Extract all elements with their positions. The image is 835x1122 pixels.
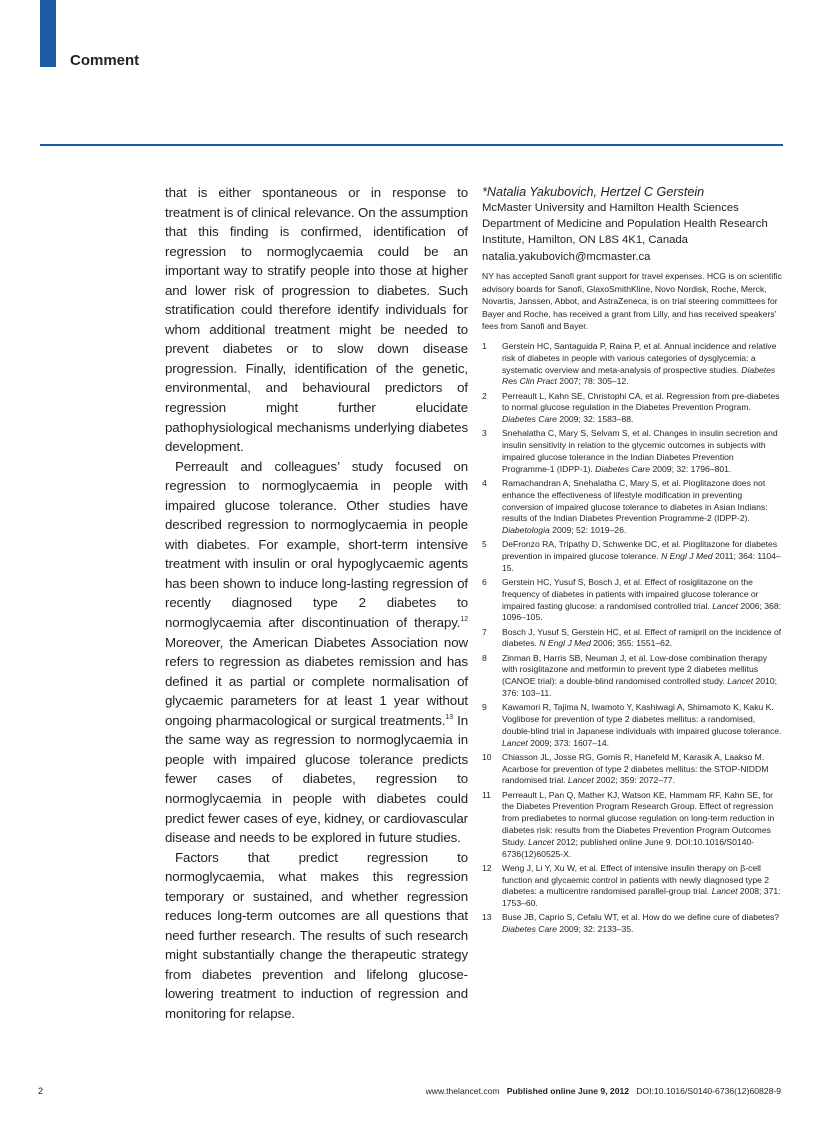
reference-citation: Snehalatha C, Mary S, Selvam S, et al. Changes in insulin secretion and insulin sensitivity in relation to the glycemic outcomes in subjects with impaired glucose tolerance in the Indian Diabetes Prevention Programme-1 (IDPP-1).	[502, 428, 778, 474]
authors: *Natalia Yakubovich, Hertzel C Gerstein	[482, 185, 705, 199]
reference-citation: Zinman B, Harris SB, Neuman J, et al. Low-dose combination therapy with rosiglitazone and metformin to prevent type 2 diabetes mellitus (CANOE trial): a double-blind randomised controlled study.	[502, 652, 768, 687]
reference-details: 2009; 32: 1796–801.	[650, 463, 732, 474]
reference-details: 2012; published online June 9. DOI:10.1016/S0140-6736(12)60525-X.	[502, 836, 755, 859]
reference-item	[482, 912, 782, 936]
reference-details: 2009; 32: 2133–35.	[556, 924, 634, 935]
reference-details: 2009; 52: 1019–26.	[549, 525, 627, 536]
reference-item	[482, 577, 782, 624]
reference-citation: Ramachandran A, Snehalatha C, Mary S, et al. Pioglitazone does not enhance the effectiveness of lifestyle modification in preventing conversion of impaired glucose tolerance to diabetes in Asian Indians: results of the Indian Diabetes Prevention Programme-2 (IDPP-2).	[502, 477, 768, 524]
conflict-of-interest: NY has accepted Sanofi grant support for travel expenses. HCG is on scientific advisory boards for Sanofi, GlaxoSmithKline, Novo Nordisk, Roche, Merck, Novartis, Janssen, Abbot, and AstraZeneca, is on trial steering committees for Bayer and Roche, has received a grant from Lilly, and has received speakers’ fees from Sanofi and Bayer.	[482, 271, 782, 332]
paragraph: Factors that predict regression to normoglycaemia, what makes this regression temporary or sustained, and whether regression reduces long-term outcomes are all questions that need further research. The results of such research might substantially change the therapeutic strategy from diabetes prevention and lifelong glucose-lowering treatment to induction of regression and monitoring for relapse.	[165, 849, 468, 1021]
reference-item	[482, 653, 782, 700]
reference-text	[502, 341, 782, 388]
reference-text	[502, 539, 782, 574]
reference-number: 10	[482, 751, 492, 762]
reference-journal: Diabetes Care	[502, 924, 557, 935]
text: Moreover, the American Diabetes Association now refers to regression as diabetes remission and has defined it as partial or complete normalisation of glycaemic parameters for at least 1 year without ongoing pharmacological or surgical treatments.	[165, 634, 468, 728]
reference-item	[482, 863, 782, 910]
reference-details: 2011; 364: 1104–15.	[502, 551, 781, 573]
reference-citation: Gerstein HC, Santaguida P, Raina P, et al. Annual incidence and relative risk of diabetes in people with various categories of dysglycemia: a systematic overview and meta-analysis of prospective studies.	[502, 340, 777, 375]
published-date: Published online June 9, 2012	[506, 1086, 630, 1096]
reference-number: 7	[482, 626, 487, 637]
reference-citation: Perreault L, Kahn SE, Christophi CA, et al. Regression from pre-diabetes to normal glucose regulation in the Diabetes Prevention Program.	[502, 390, 780, 413]
reference-number: 8	[482, 652, 487, 663]
reference-citation: Kawamori R, Tajima N, Iwamoto Y, Kashiwagi A, Shimamoto K, Kaku K. Voglibose for prevention of type 2 diabetes mellitus: a randomised, double-blind trial in Japanese individuals with impaired glucose tolerance.	[502, 702, 782, 736]
affiliation: McMaster University and Hamilton Health Sciences Department of Medicine and Population Health Research Institute, Hamilton, ON L8S 4K1, Canada	[482, 202, 768, 246]
reference-journal: Diabetologia	[502, 525, 550, 536]
reference-citation: Bosch J, Yusuf S, Gerstein HC, et al. Effect of ramipril on the incidence of diabetes.	[502, 626, 782, 649]
reference-details: 2009; 373: 1607–14.	[527, 737, 610, 748]
citation-link[interactable]: 13	[445, 713, 453, 721]
paragraph: that is either spontaneous or in response to treatment is of clinical relevance. On the assumption that this finding is confirmed, identification of regression to normoglycaemia could be an important way to stratify people into those at higher and lower risk of progression to diabetes. Such stratification could therefore identify individuals for whom additional treatment might be needed to prevent diabetes or to slow down disease progression. Finally, identification of the genetic, environmental, and behavioural predictors of regression might further elucidate pathophysiological mechanisms underlying diabetes development.	[165, 185, 468, 455]
doi: DOI:10.1016/S0140-6736(12)60828-9	[636, 1086, 781, 1096]
reference-journal: Lancet	[727, 676, 754, 687]
reference-text	[502, 391, 782, 426]
reference-text	[502, 863, 782, 910]
reference-citation: Chiasson JL, Josse RG, Gomis R, Hanefeld M, Karasik A, Laakso M. Acarbose for prevention of type 2 diabetes mellitus: the STOP-NIDDM randomised trial.	[502, 751, 769, 786]
main-text-column	[165, 183, 468, 1024]
reference-number: 4	[482, 477, 487, 488]
reference-text	[502, 752, 782, 787]
text: In the same way as regression to normoglycaemia in people with impaired glucose tolerance predicts fewer cases of diabetes, regression to normoglycaemia in people with diabetes could predict fewer cases of eye, kidney, or cardiovascular disease and needs to be explored in future studies.	[165, 712, 468, 846]
reference-text	[502, 478, 782, 537]
reference-text	[502, 627, 782, 651]
reference-item	[482, 341, 782, 388]
reference-text	[502, 912, 782, 936]
paragraph	[165, 457, 468, 848]
reference-number: 6	[482, 577, 487, 588]
reference-details: 2010; 376: 103–11.	[502, 676, 778, 699]
reference-journal: N Engl J Med	[539, 638, 591, 649]
reference-details: 2006; 355: 1551–62.	[590, 638, 673, 649]
reference-text	[502, 577, 782, 624]
reference-journal: Diabetes Care	[595, 463, 651, 474]
reference-details: 2006; 368: 1096–105.	[502, 600, 782, 623]
header-rule	[40, 144, 783, 146]
reference-details: 2009; 32: 1583–88.	[556, 414, 634, 425]
reference-number: 12	[482, 862, 492, 873]
reference-details: 2002; 359: 2072–77.	[593, 775, 675, 786]
reference-citation: DeFronzo RA, Tripathy D, Schwenke DC, et al. Pioglitazone for diabetes prevention in impaired glucose tolerance.	[502, 539, 778, 562]
page-number: 2	[38, 1086, 44, 1096]
email-link[interactable]: natalia.yakubovich@mcmaster.ca	[482, 251, 651, 263]
reference-journal: Lancet	[528, 836, 554, 847]
side-column	[482, 184, 782, 938]
reference-details: 2008; 371: 1753–60.	[502, 886, 781, 909]
reference-journal: Lancet	[712, 600, 738, 611]
reference-item	[482, 702, 782, 749]
reference-item	[482, 627, 782, 651]
reference-item	[482, 752, 782, 787]
reference-details: 2007; 78: 305–12.	[556, 376, 629, 387]
reference-number: 2	[482, 390, 487, 401]
footer	[426, 1086, 781, 1096]
reference-citation: Perreault L, Pan Q, Mather KJ, Watson KE, Hammam RF, Kahn SE, for the Diabetes Prevention Program Research Group. Effect of regression from prediabetes to normal glucose regulation on long-term reduction in diabetes risk: results from the Diabetes Prevention Program Outcomes Study.	[502, 789, 775, 847]
reference-text	[502, 790, 782, 861]
reference-number: 5	[482, 539, 487, 550]
section-color-bar	[40, 0, 56, 67]
reference-journal: Diabetes Care	[502, 414, 557, 425]
reference-citation: Buse JB, Caprio S, Cefalu WT, et al. How do we define cure of diabetes?	[502, 912, 780, 923]
reference-text	[502, 428, 782, 475]
text: Perreault and colleagues’ study focused on regression to normoglycaemia in people with impaired glucose tolerance. Other studies have described regression to normoglycaemia in people with diabetes. For example, short-term intensive treatment with insulin or oral hypoglycaemic agents has been shown to induce long-lasting regression of recently diagnosed type 2 diabetes to normoglycaemia after discontinuation of therapy.	[165, 458, 468, 631]
reference-citation: Gerstein HC, Yusuf S, Bosch J, et al. Effect of rosiglitazone on the frequency of diabetes in patients with impaired glucose tolerance or impaired fasting glucose: a randomised controlled trial.	[502, 577, 759, 611]
reference-journal: Lancet	[567, 775, 594, 786]
reference-text	[502, 702, 782, 749]
reference-number: 1	[482, 340, 487, 351]
reference-number: 9	[482, 702, 487, 713]
reference-number: 3	[482, 428, 487, 439]
citation-link[interactable]: 12	[460, 616, 468, 624]
reference-journal: Diabetes Res Clin Pract	[502, 364, 776, 387]
reference-list	[482, 341, 782, 936]
reference-journal: Lancet	[502, 737, 528, 748]
reference-item	[482, 428, 782, 475]
reference-item	[482, 790, 782, 861]
reference-item	[482, 391, 782, 426]
reference-journal: Lancet	[711, 886, 738, 897]
section-label: Comment	[70, 52, 140, 69]
reference-text	[502, 653, 782, 700]
site-link[interactable]: www.thelancet.com	[425, 1086, 500, 1096]
reference-item	[482, 539, 782, 574]
reference-journal: N Engl J Med	[661, 551, 713, 562]
reference-citation: Weng J, Li Y, Xu W, et al. Effect of intensive insulin therapy on β-cell function and glycaemic control in patients with newly diagnosed type 2 diabetes: a multicentre randomised parallel-group trial.	[502, 862, 770, 897]
reference-number: 13	[482, 912, 492, 923]
reference-number: 11	[482, 789, 491, 800]
reference-item	[482, 478, 782, 537]
